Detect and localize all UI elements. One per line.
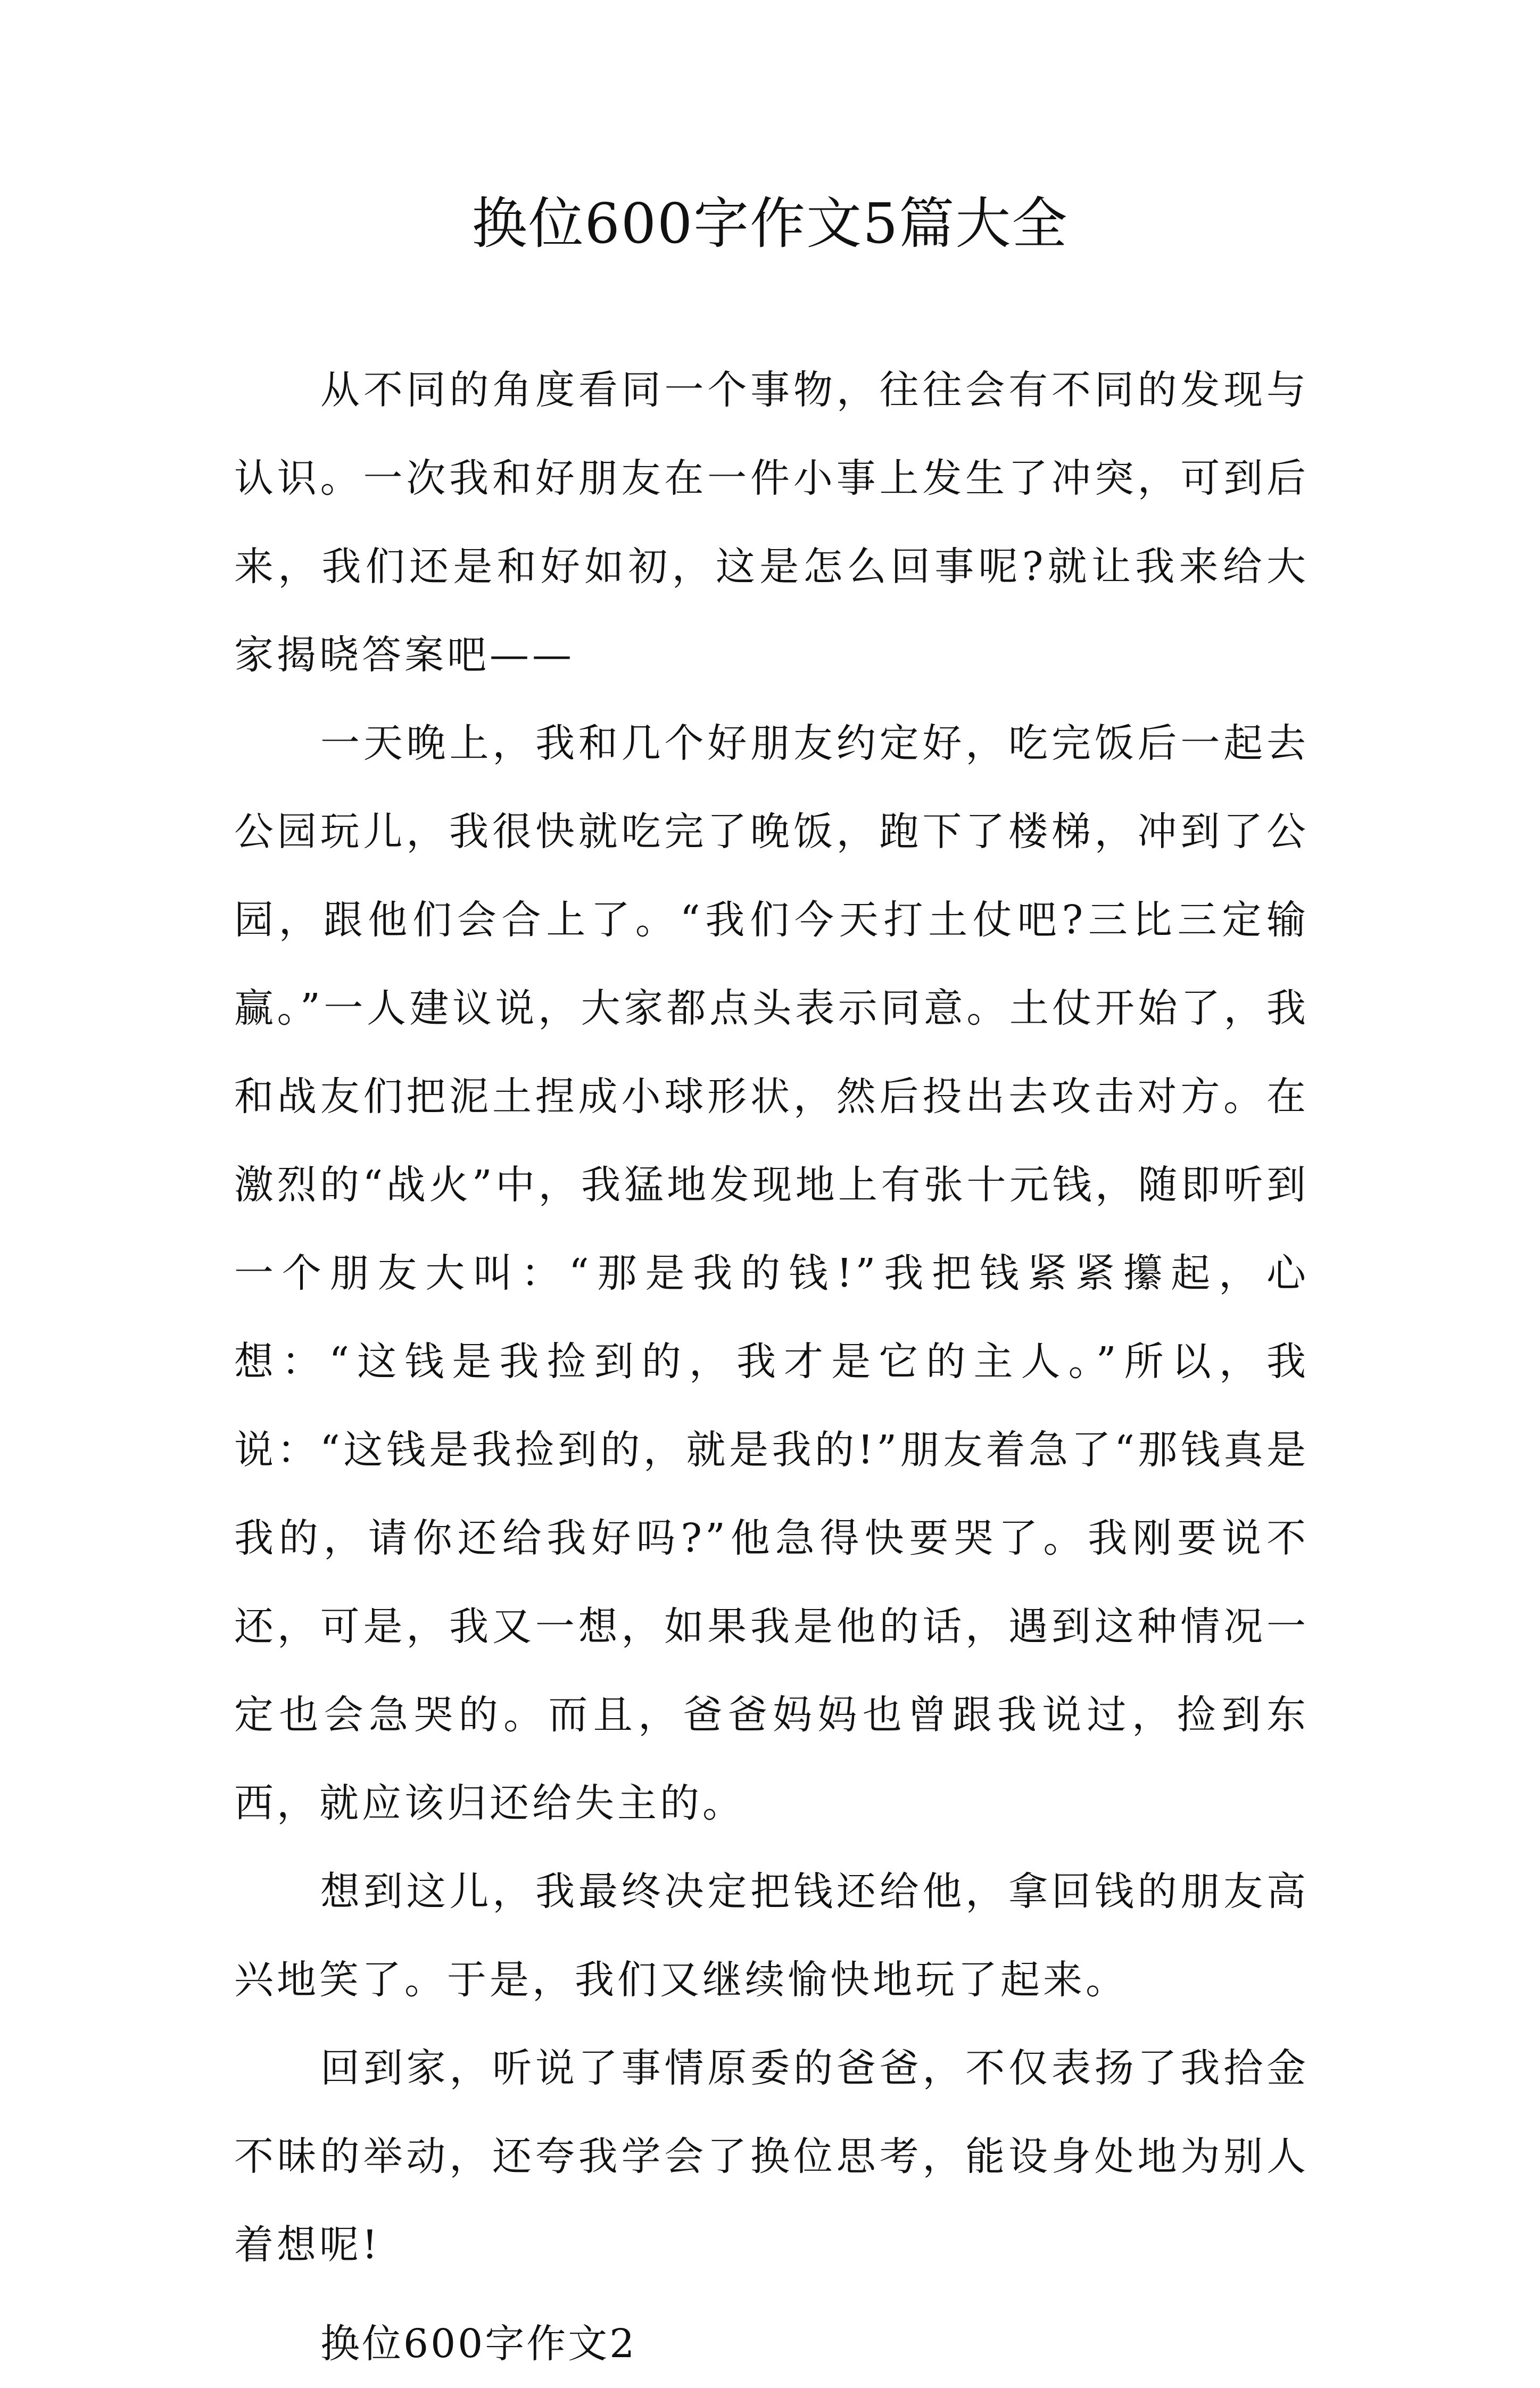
next-section-heading: 换位600字作文2 bbox=[320, 2321, 637, 2367]
paragraph-1: 从不同的角度看同一个事物，往往会有不同的发现与认识。一次我和好朋友在一件小事上发生了冲突，可到后来，我们还是和好如初，这是怎么回事呢?就让我来给大家揭晓答案吧—— bbox=[234, 367, 1309, 678]
paragraph-3: 想到这儿，我最终决定把钱还给他，拿回钱的朋友高兴地笑了。于是，我们又继续愉快地玩了起来。 bbox=[234, 1869, 1309, 2003]
paragraph-4: 回到家，听说了事情原委的爸爸，不仅表扬了我拾金不昧的举动，还夸我学会了换位思考，能设身处地为别人着想呢! bbox=[234, 2045, 1309, 2268]
article-body bbox=[234, 346, 1309, 2388]
document-title: 换位600字作文5篇大全 bbox=[471, 191, 1069, 256]
paragraph-2: 一天晚上，我和几个好朋友约定好，吃完饭后一起去公园玩儿，我很快就吃完了晚饭，跑下了楼梯，冲到了公园，跟他们会合上了。“我们今天打土仗吧?三比三定输赢。”一人建议说，大家都点头表示同意。土仗开始了，我和战友们把泥土捏成小球形状，然后投出去攻击对方。在激烈的“战火”中，我猛地发现地上有张十元钱，随即听到一个朋友大叫：“那是我的钱!”我把钱紧紧攥起，心想：“这钱是我捡到的，我才是它的主人。”所以，我说：“这钱是我捡到的，就是我的!”朋友着急了“那钱真是我的，请你还给我好吗?”他急得快要哭了。我刚要说不还，可是，我又一想，如果我是他的话，遇到这种情况一定也会急哭的。而且，爸爸妈妈也曾跟我说过，捡到东西，就应该归还给失主的。 bbox=[234, 720, 1309, 1826]
